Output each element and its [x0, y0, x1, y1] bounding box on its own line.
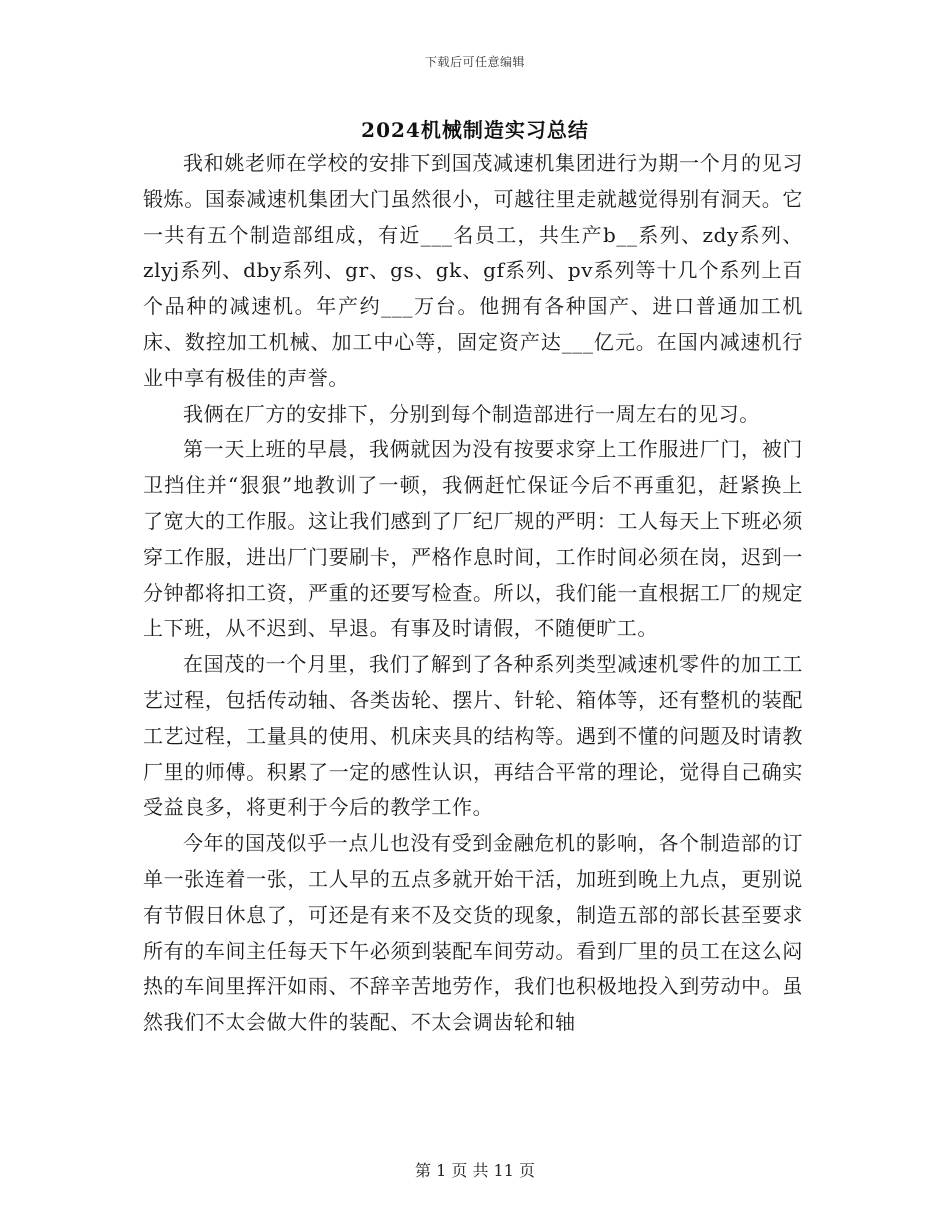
paragraph: 我和姚老师在学校的安排下到国茂减速机集团进行为期一个月的见习锻炼。国泰减速机集团大门虽然很小，可越往里走就越觉得别有洞天。它一共有五个制造部组成，有近___名员工，共生产b__系列、zdy系列、zlyj系列、dby系列、gr、gs、gk、gf系列、pv系列等十几个系列上百个品种的减速机。年产约___万台。他拥有各种国产、进口普通加工机床、数控加工机械、加工中心等，固定资产达___亿元。在国内减速机行业中享有极佳的声誉。 — [143, 151, 803, 390]
page-header-note: 下载后可任意编辑 — [424, 55, 525, 69]
paragraph: 在国茂的一个月里，我们了解到了各种系列类型减速机零件的加工工艺过程，包括传动轴、各类齿轮、摆片、针轮、箱体等，还有整机的装配工艺过程，工量具的使用、机床夹具的结构等。遇到不懂的问题及时请教厂里的师傅。积累了一定的感性认识，再结合平常的理论，觉得自己确实受益良多，将更利于今后的教学工作。 — [143, 652, 803, 820]
paragraph: 第一天上班的早晨，我俩就因为没有按要求穿上工作服进厂门，被门卫挡住并“狠狠”地教训了一顿，我俩赶忙保证今后不再重犯，赶紧换上了宽大的工作服。这让我们感到了厂纪厂规的严明：工人每天上下班必须穿工作服，进出厂门要刷卡，严格作息时间，工作时间必须在岗，迟到一分钟都将扣工资，严重的还要写检查。所以，我们能一直根据工厂的规定上下班，从不迟到、早退。有事及时请假，不随便旷工。 — [143, 437, 803, 641]
page-number: 第 1 页 共 11 页 — [415, 1161, 535, 1180]
document-title: 2024机械制造实习总结 — [361, 118, 589, 142]
paragraph: 我俩在厂方的安排下，分别到每个制造部进行一周左右的见习。 — [183, 401, 760, 426]
paragraph: 今年的国茂似乎一点儿也没有受到金融危机的影响，各个制造部的订单一张连着一张，工人早的五点多就开始干活，加班到晚上九点，更别说有节假日休息了，可还是有来不及交货的现象，制造五部的部长甚至要求所有的车间主任每天下午必须到装配车间劳动。看到厂里的员工在这么闷热的车间里挥汗如雨、不辞辛苦地劳作，我们也积极地投入到劳动中。虽然我们不太会做大件的装配、不太会调齿轮和轴 — [143, 831, 803, 1035]
document-body — [143, 146, 803, 1041]
